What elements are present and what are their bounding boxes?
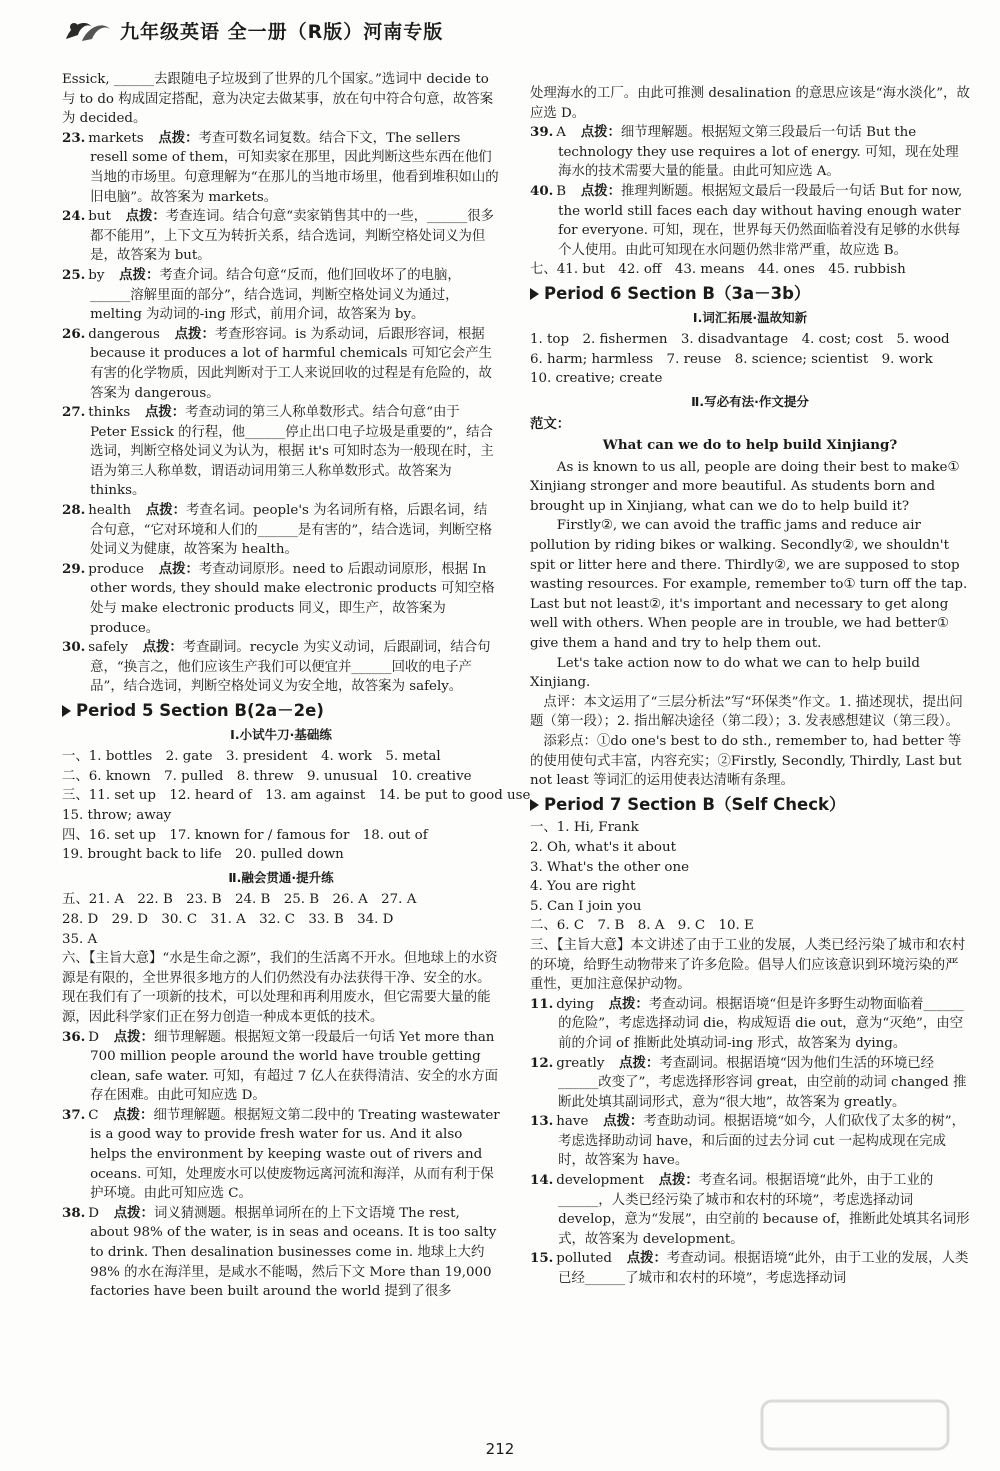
hint-text: 细节理解题。根据短文第一段最后一句话 Yet more than 700 million people around the world have trouble getting clean, safe water. 可知，有超过 7 亿人在获得清洁、安全的水方面存在困难。由此可知应选 D。 xyxy=(90,1029,498,1104)
answer-list xyxy=(530,123,970,260)
answer-item xyxy=(530,123,970,182)
period6-heading: Period 6 Section B（3a－3b） xyxy=(530,284,970,304)
answer-list xyxy=(62,129,500,697)
item-number: 11. xyxy=(530,995,554,1012)
answer-row: 1. top 2. fishermen 3. disadvantage 4. cost; cost 5. wood xyxy=(530,332,950,348)
item-answer: markets xyxy=(88,130,144,146)
item-answer: greatly xyxy=(556,1055,605,1071)
hint-text: 考查动词。根据语境“此外，由于工业的发展，人类已经______了城市和农村的环境”，考虑选择动词 xyxy=(558,1251,969,1287)
answer-item xyxy=(530,182,970,260)
answer-row: 19. brought back to life 20. pulled down xyxy=(62,847,344,863)
answer-row: 一、1. bottles 2. gate 3. president 4. work 5. metal xyxy=(62,749,441,765)
answer-item xyxy=(530,1054,970,1113)
essay-paragraph: Firstly②, we can avoid the traffic jams and reduce air pollution by riding bikes or walking. Secondly②, we shouldn't spit or litter here and there. Thirdly②, we are supposed to stop wasting resources. For example, remember to① turn off the tap. Last but not least②, it's important and necessary to get along well with others. When people are in trouble, we had better① give them a hand and try to help them out. xyxy=(530,518,968,652)
item-number: 40. xyxy=(530,182,554,199)
item-answer: safely xyxy=(88,640,128,656)
answer-row: 五、21. A 22. B 23. B 24. B 25. B 26. A 27. A xyxy=(62,892,417,908)
answer-item xyxy=(62,1028,500,1106)
item-number: 36. xyxy=(62,1028,86,1045)
hint-text: 考查动词。根据语境“但是许多野生动物面临着______的危险”，考虑选择动词 die，构成短语 die out，意为“灭绝”，由空前的介词 of 推断此处填动词-ing 形式，故答案为 dying。 xyxy=(558,996,964,1051)
item-number: 12. xyxy=(530,1054,554,1071)
hint-text: 考查名词。people's 为名词所有格，后跟名词，结合句意，“它对环境和人们的______是有害的”，结合选词，判断空格处词义为健康，故答案为 health。 xyxy=(90,503,493,558)
main-idea-paragraph: 三、【主旨大意】本文讲述了由于工业的发展，人类已经污染了城市和农村的环境，给野生动物带来了许多危险。倡导人们应该意识到环境污染的严重性，更加注意保护动物。 xyxy=(530,937,966,993)
answer-row: 35. A xyxy=(62,931,98,947)
page-number: 212 xyxy=(485,1440,515,1458)
item-number: 37. xyxy=(62,1106,86,1123)
hint-label: 点拨： xyxy=(158,560,199,577)
item-number: 23. xyxy=(62,129,86,146)
hint-text: 考查动词的第三人称单数形式。结合句意“由于 Peter Essick 的行程，他______停止出口电子垃圾是重要的”，结合选词，判断空格处词义为认为，根据 it's 可知时态为一般现在时，主语为第三人称单数，谓语动词用第三人称单数形式。故答案为 thinks。 xyxy=(90,405,494,499)
period5-heading: Period 5 Section B(2a－2e) xyxy=(62,701,500,721)
item-number: 38. xyxy=(62,1204,86,1221)
item-answer: dangerous xyxy=(88,326,160,342)
item-answer: have xyxy=(556,1114,589,1130)
answer-item xyxy=(62,207,500,266)
hint-text: 细节理解题。根据短文第二段中的 Treating wastewater is a good way to provide fresh water for us. And it also helps the environment by keeping waste out of rivers and oceans. 可知，处理废水可以使废物远离河流和海洋，从而有利于保护环境。由此可知应选 C。 xyxy=(90,1107,500,1202)
hint-text: 词义猜测题。根据单词所在的上下文语境 The rest, about 98% of the water, is in seas and oceans. It is too salty to drink. Then desalination businesses come in. 地球上大约 98% 的水在海洋里，是咸水不能喝，然后下文 More than 19,000 factories have been built around the world 提到了很多 xyxy=(90,1205,497,1300)
item-answer: health xyxy=(88,503,132,519)
answer-row: 4. You are right xyxy=(530,879,636,895)
item-number: 26. xyxy=(62,325,86,342)
essay-paragraph: Let's take action now to do what we can to help build Xinjiang. xyxy=(530,655,920,691)
hint-text: 考查副词。根据语境“因为他们生活的环境已经______改变了”，考虑选择形容词 great，由空前的动词 changed 推断此处填其副词形式，意为“很大地”，故答案为 greatly。 xyxy=(558,1055,967,1110)
item-answer: A xyxy=(556,125,566,141)
hint-label: 点拨： xyxy=(158,129,199,146)
hint-text: 细节理解题。根据短文第三段最后一句话 But the technology they use requires a lot of energy. 可知，现在处理海水的技术需要大量的能量。由此可知应选 A。 xyxy=(558,125,959,180)
answer-list xyxy=(530,995,970,1289)
subheading-writing: Ⅱ.写必有法·作文提分 xyxy=(691,393,809,409)
item-number: 39. xyxy=(530,124,554,141)
hint-text: 考查助动词。根据语境“如今，人们砍伐了太多的树”，考虑选择助动词 have，和后面的过去分词 cut 一起构成现在完成时，故答案为 have。 xyxy=(558,1114,965,1169)
item-number: 28. xyxy=(62,502,86,519)
hint-label: 点拨： xyxy=(119,266,160,283)
item-answer: C xyxy=(88,1107,99,1123)
item-answer: dying xyxy=(556,996,594,1012)
subheading-advanced: Ⅱ.融会贯通·提升练 xyxy=(228,869,334,885)
answer-item xyxy=(62,638,500,697)
page-header xyxy=(62,10,562,50)
essay-title: What can we do to help build Xinjiang? xyxy=(602,437,898,454)
answer-row: 三、11. set up 12. heard of 13. am against 14. be put to good use xyxy=(62,788,531,804)
right-column xyxy=(530,84,970,1289)
answer-item xyxy=(530,1112,970,1171)
answer-row: 一、1. Hi, Frank xyxy=(530,820,639,836)
item-number: 24. xyxy=(62,208,86,225)
comment-paragraph: 点评：本文运用了“三层分析法”写“环保类”作文。1. 描述现状，提出问题（第一段）；2. 指出解决途径（第二段）；3. 发表感想建议（第三段）。 xyxy=(530,694,963,730)
hint-label: 点拨： xyxy=(144,404,186,421)
hint-label: 点拨： xyxy=(608,995,649,1012)
item-answer: by xyxy=(88,267,105,283)
answer-item xyxy=(530,1171,970,1249)
item-number: 27. xyxy=(62,404,86,421)
answer-item xyxy=(62,266,500,325)
answer-item xyxy=(62,403,500,501)
answer-list xyxy=(62,1028,500,1302)
hint-text: 考查动词原形。need to 后跟动词原形，根据 In other words, they should make electronic products 可知空格处与 make electronic products 同义，即生产，故答案为 produce。 xyxy=(90,561,495,636)
hint-text: 考查连词。结合句意“卖家销售其中的一些，______很多都不能用”，上下文互为转折关系，结合选词，判断空格处词义为但是，故答案为 but。 xyxy=(90,209,495,264)
answer-row: 15. throw; away xyxy=(62,807,172,823)
main-idea-paragraph: 六、【主旨大意】“水是生命之源”，我们的生活离不开水。但地球上的水资源是有限的，全世界很多地方的人们仍然没有办法获得干净、安全的水。现在我们有了一项新的技术，可以处理和再利用废水，但它需要大量的能源，因此科学家们正在努力创造一种成本更低的技术。 xyxy=(62,951,498,1025)
item-number: 14. xyxy=(530,1172,554,1189)
hint-label: 点拨： xyxy=(113,1106,154,1123)
answer-row: 5. Can I join you xyxy=(530,898,642,914)
hint-text: 考查介词。结合句意“反而，他们回收坏了的电脑，______溶解里面的部分”，结合选词，判断空格处词义为通过，melting 为动词的-ing 形式，前用介词，故答案为 by。 xyxy=(90,267,461,323)
essay-paragraph: As is known to us all, people are doing their best to make① Xinjiang stronger and more beautiful. As students born and brought up in Xinjiang, what can we do to help build it? xyxy=(530,459,960,514)
answer-row: 七、41. but 42. off 43. means 44. ones 45. rubbish xyxy=(530,262,906,278)
answer-item xyxy=(530,995,970,1054)
answer-item xyxy=(62,560,500,638)
period7-heading: Period 7 Section B（Self Check） xyxy=(530,795,970,815)
item-number: 30. xyxy=(62,639,86,656)
hint-text: 推理判断题。根据短文最后一段最后一句话 But for now, the world still faces each day without having enough water for everyone. 可知，现在，世界每天仍然面临着没有足够的水供每个人使用。由此可知现在水问题仍然非常严重，故应选 B。 xyxy=(558,183,963,258)
hint-label: 点拨： xyxy=(658,1172,699,1189)
hint-label: 点拨： xyxy=(145,502,187,519)
triangle-icon xyxy=(62,705,71,717)
answer-rows xyxy=(62,747,531,865)
triangle-icon xyxy=(530,288,539,300)
answer-item xyxy=(530,1249,970,1288)
answer-item xyxy=(62,325,500,403)
answer-row: 28. D 29. D 30. C 31. A 32. C 33. B 34. D xyxy=(62,911,394,927)
answer-rows xyxy=(530,818,970,936)
sample-label: 范文： xyxy=(530,416,571,432)
hint-label: 点拨： xyxy=(125,208,166,225)
book-title: 九年级英语 全一册（R版）河南专版 xyxy=(120,20,444,43)
hint-label: 点拨： xyxy=(619,1054,660,1071)
answer-row: 10. creative; create xyxy=(530,371,663,387)
answer-rows xyxy=(530,330,970,389)
item-answer: polluted xyxy=(556,1251,612,1267)
series-logo-icon xyxy=(62,13,114,47)
answer-item xyxy=(62,1204,500,1302)
answer-item xyxy=(62,501,500,560)
hint-label: 点拨： xyxy=(603,1113,644,1130)
answer-row: 6. harm; harmless 7. reuse 8. science; scientist 9. work xyxy=(530,351,933,367)
subheading-vocab: Ⅰ.词汇拓展·温故知新 xyxy=(692,309,808,325)
item-number: 15. xyxy=(530,1250,554,1267)
left-column xyxy=(62,70,531,1302)
essay-body xyxy=(530,458,970,693)
hint-label: 点拨： xyxy=(174,325,215,342)
item-answer: thinks xyxy=(88,405,131,421)
answer-item xyxy=(62,1106,500,1204)
hint-text: 考查副词。recycle 为实义动词，后跟副词，结合句意，“换言之，他们应该生产我们可以便宜并______回收的电子产品”，结合选词，判断空格处词义为安全地，故答案为 safely。 xyxy=(90,640,491,695)
answer-row: 二、6. C 7. B 8. A 9. C 10. E xyxy=(530,918,754,934)
item-number: 25. xyxy=(62,266,86,283)
highlight-paragraph: 添彩点：①do one's best to do sth., remember to, had better 等的使用使句式丰富，内容充实；②Firstly, Secondly, Thirdly, Last but not least 等词汇的运用使表达清晰有条理。 xyxy=(530,734,962,789)
subheading-basic: Ⅰ.小试牛刀·基础练 xyxy=(230,726,332,742)
answer-row: 2. Oh, what's it about xyxy=(530,839,676,855)
answer-rows xyxy=(62,890,500,949)
answer-item xyxy=(62,129,500,207)
continued-paragraph: 处理海水的工厂。由此可推测 desalination 的意思应该是“海水淡化”，故应选 D。 xyxy=(530,86,970,121)
intro-paragraph: Essick, ______去跟随电子垃圾到了世界的几个国家。”选词中 decide to 与 to do 构成固定搭配，意为决定去做某事，放在句中符合句意，故答案为 decided。 xyxy=(62,72,494,127)
item-answer: D xyxy=(88,1205,100,1221)
hint-label: 点拨： xyxy=(113,1204,154,1221)
hint-text: 考查名词。根据语境“此外，由于工业的______，人类已经污染了城市和农村的环境”，考虑选择动词 develop，意为“发展”，由空前的 because of，推断此处填其名词形式，故答案为 development。 xyxy=(558,1173,970,1247)
item-answer: development xyxy=(556,1173,644,1189)
hint-label: 点拨： xyxy=(113,1028,154,1045)
item-number: 29. xyxy=(62,560,86,577)
answer-row: 3. What's the other one xyxy=(530,859,690,875)
hint-text: 考查可数名词复数。结合下文，The sellers resell some of them，可知卖家在那里，因此判断这些东西在他们当地的市场里。句意理解为“在那儿的当地市场里，他看到堆积如山的旧电脑”。故答案为 markets。 xyxy=(90,130,499,205)
hint-label: 点拨： xyxy=(142,639,183,656)
hint-label: 点拨： xyxy=(626,1250,667,1267)
triangle-icon xyxy=(530,799,539,811)
hint-label: 点拨： xyxy=(580,182,622,199)
answer-row: 二、6. known 7. pulled 8. threw 9. unusual 10. creative xyxy=(62,768,472,784)
hint-text: 考查形容词。is 为系动词，后跟形容词，根据 because it produces a lot of harmful chemicals 可知它会产生有害的化学物质，因此判断对于工人来说回收的过程是有危险的，故答案为 dangerous。 xyxy=(90,326,493,401)
hint-label: 点拨： xyxy=(580,124,621,141)
item-answer: but xyxy=(88,209,111,225)
item-number: 13. xyxy=(530,1113,554,1130)
item-answer: produce xyxy=(88,561,144,577)
watermark-logo xyxy=(760,1395,950,1455)
item-answer: B xyxy=(556,183,567,199)
answer-row: 四、16. set up 17. known for / famous for 18. out of xyxy=(62,827,428,843)
item-answer: D xyxy=(88,1029,100,1045)
